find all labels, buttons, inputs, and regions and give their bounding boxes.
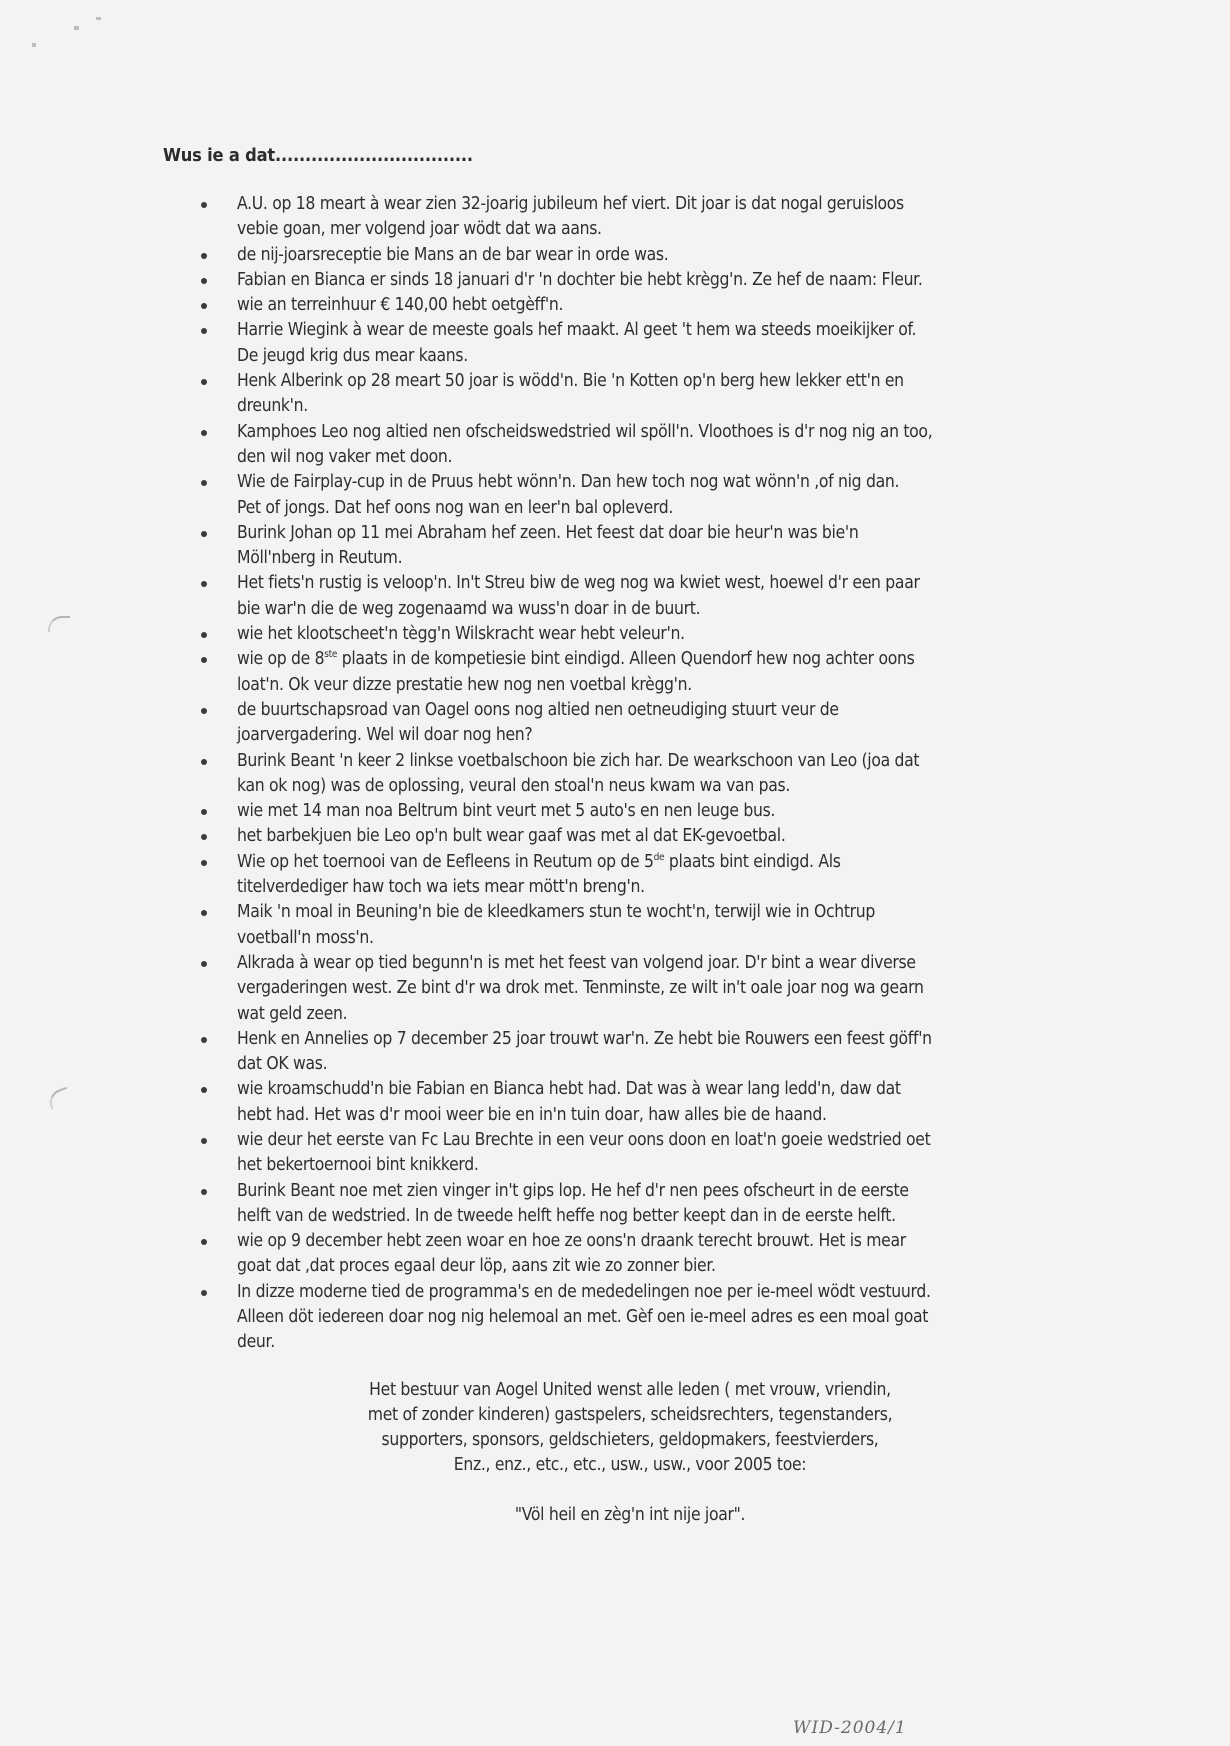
bullet-icon xyxy=(201,910,207,916)
list-item xyxy=(163,243,1103,268)
list-item-text: Alkrada à wear op tied begunn'n is met het feest van volgend joar. D'r bint a wear diverse vergaderingen west. Ze bint d'r wa drok met. Tenminste, ze wilt in't oale joar nog wa gearn wat geld zeen. xyxy=(237,952,924,1024)
bullet-icon xyxy=(201,278,207,284)
list-item-text: Henk en Annelies op 7 december 25 joar trouwt war'n. Ze hebt bie Rouwers een feest göff'n dat OK was. xyxy=(237,1028,932,1075)
list-item-text: het barbekjuen bie Leo op'n bult wear gaaf was met al dat EK-gevoetbal. xyxy=(237,826,786,847)
list-item xyxy=(163,1229,1103,1280)
bullet-icon xyxy=(201,379,207,385)
closing-line: Enz., enz., etc., etc., usw., usw., voor 2005 toe: xyxy=(453,1455,807,1475)
list-item xyxy=(163,521,1103,572)
list-item xyxy=(163,470,1103,521)
bullet-icon xyxy=(201,708,207,714)
list-item xyxy=(163,293,1103,318)
list-item-text: wie met 14 man noa Beltrum bint veurt met 5 auto's en nen leuge bus. xyxy=(237,801,776,822)
bullet-icon xyxy=(201,202,207,208)
list-item xyxy=(163,1280,1103,1356)
list-item-text: wie het klootscheet'n tègg'n Wilskracht wear hebt veleur'n. xyxy=(237,624,685,645)
bullet-icon xyxy=(201,531,207,537)
list-item-text: Kamphoes Leo nog altied nen ofscheidswedstried wil spöll'n. Vloothoes is d'r nog nig an too, den wil nog vaker met doon. xyxy=(237,421,933,467)
bullet-icon xyxy=(201,834,207,840)
list-item xyxy=(163,799,1103,824)
bullet-icon xyxy=(201,961,207,967)
list-item xyxy=(163,420,1103,471)
handwritten-archive-note: WID-2004/1 xyxy=(793,1718,907,1738)
scan-artifact xyxy=(32,43,36,47)
list-item xyxy=(163,824,1103,849)
list-item-text: Henk Alberink op 28 meart 50 joar is wödd'n. Bie 'n Kotten op'n berg hew lekker ett'n en dreunk'n. xyxy=(237,371,904,417)
document-heading: Wus ie a dat................................. xyxy=(163,146,473,166)
list-item-text: wie op de 8ste plaats in de kompetiesie bint eindigd. Alleen Quendorf hew nog achter oons loat'n. Ok veur dizze prestatie hew nog nen voetbal krègg'n. xyxy=(237,649,915,695)
list-item-text: A.U. op 18 meart à wear zien 32-joarig jubileum hef viert. Dit joar is dat nogal geruisloos vebie goan, mer volgend joar wödt dat wa aans. xyxy=(237,194,904,240)
bullet-icon xyxy=(201,480,207,486)
list-item-text: wie op 9 december hebt zeen woar en hoe ze oons'n draank terecht brouwt. Het is mear goat dat ,dat proces egaal deur löp, aans zit wie zo zonner bier. xyxy=(237,1231,906,1277)
closing-line: met of zonder kinderen) gastspelers, scheidsrechters, tegenstanders, xyxy=(367,1405,893,1425)
list-item-text: wie an terreinhuur € 140,00 hebt oetgèff'n. xyxy=(237,295,564,316)
closing-line: Het bestuur van Aogel United wenst alle leden ( met vrouw, vriendin, xyxy=(369,1380,891,1400)
list-item-text: wie kroamschudd'n bie Fabian en Bianca hebt had. Dat was à wear lang ledd'n, daw dat hebt had. Het was d'r mooi weer bie en in'n tuin doar, haw alles bie de haand. xyxy=(237,1079,901,1125)
bullet-icon xyxy=(201,759,207,765)
bullet-icon xyxy=(201,1189,207,1195)
list-item-text: wie deur het eerste van Fc Lau Brechte in een veur oons doon en loat'n goeie wedstried oet het bekertoernooi bint knikkerd. xyxy=(237,1129,931,1176)
list-item xyxy=(163,1077,1103,1128)
bullet-icon xyxy=(201,328,207,334)
closing-line: supporters, sponsors, geldschieters, geldopmakers, feestvierders, xyxy=(381,1430,879,1450)
punch-hole-mark xyxy=(46,1087,72,1110)
bullet-icon xyxy=(201,581,207,587)
list-item-text: Maik 'n moal in Beuning'n bie de kleedkamers stun te wocht'n, terwijl wie in Ochtrup voetball'n moss'n. xyxy=(237,902,876,948)
bullet-icon xyxy=(201,860,207,866)
list-item-text: de nij-joarsreceptie bie Mans an de bar wear in orde was. xyxy=(237,244,669,265)
list-item xyxy=(163,647,1103,698)
list-item xyxy=(163,192,1103,243)
closing-paragraph xyxy=(230,1378,1030,1478)
bullet-icon xyxy=(201,303,207,309)
bullet-icon xyxy=(201,1290,207,1296)
list-item xyxy=(163,900,1103,951)
list-item-text: Burink Beant 'n keer 2 linkse voetbalschoon bie zich har. De wearkschoon van Leo (joa dat kan ok nog) was de oplossing, veural den stoal'n neus kwam wa van pas. xyxy=(237,750,920,796)
bullet-icon xyxy=(201,1087,207,1093)
list-item xyxy=(163,951,1103,1027)
list-item-text: Wie op het toernooi van de Eefleens in Reutum op de 5de plaats bint eindigd. Als titelverdediger haw toch wa iets mear mött'n breng'n. xyxy=(237,851,841,898)
list-item-text: Burink Beant noe met zien vinger in't gips lop. He hef d'r nen pees ofscheurt in de eerste helft van de wedstried. In de tweede helft heffe nog better keept dan in de eerste helft. xyxy=(237,1180,909,1226)
list-item xyxy=(163,749,1103,800)
scan-artifact xyxy=(74,26,79,30)
bullet-icon xyxy=(201,657,207,663)
list-item xyxy=(163,622,1103,647)
list-item xyxy=(163,571,1103,622)
bullet-icon xyxy=(201,1239,207,1245)
list-item-text: Het fiets'n rustig is veloop'n. In't Streu biw de weg nog wa kwiet west, hoewel d'r een paar bie war'n die de weg zogenaamd wa wuss'n doar in de buurt. xyxy=(237,573,920,619)
bullet-icon xyxy=(201,1138,207,1144)
list-item xyxy=(163,698,1103,749)
list-item-text: Burink Johan op 11 mei Abraham hef zeen. Het feest dat doar bie heur'n was bie'n Möll'nberg in Reutum. xyxy=(237,522,859,569)
list-item xyxy=(163,268,1103,293)
bullet-icon xyxy=(201,1037,207,1043)
scan-artifact xyxy=(96,17,101,20)
list-item-text: de buurtschapsroad van Oagel oons nog altied nen oetneudiging stuurt veur de joarvergadering. Wel wil doar nog hen? xyxy=(237,699,839,746)
list-item-text: In dizze moderne tied de programma's en de mededelingen noe per ie-meel wödt vestuurd. Alleen döt iedereen doar nog nig helemoal an met. Gèf oen ie-meel adres es een moal goat deur. xyxy=(237,1281,931,1353)
bullet-icon xyxy=(201,809,207,815)
bullet-icon xyxy=(201,253,207,259)
list-item-text: Fabian en Bianca er sinds 18 januari d'r 'n dochter bie hebt krègg'n. Ze hef de naam: Fleur. xyxy=(237,269,923,290)
list-item-text: Wie de Fairplay-cup in de Pruus hebt wönn'n. Dan hew toch nog wat wönn'n ,of nig dan. Pet of jongs. Dat hef oons nog wan en leer'n bal opleverd. xyxy=(237,472,900,518)
list-item xyxy=(163,850,1103,901)
bullet-icon xyxy=(201,632,207,638)
bullet-list xyxy=(163,192,1103,1356)
list-item xyxy=(163,318,1103,369)
list-item xyxy=(163,1128,1103,1179)
list-item-text: Harrie Wiegink à wear de meeste goals hef maakt. Al geet 't hem wa steeds moeikijker of. De jeugd krig dus mear kaans. xyxy=(237,320,917,366)
list-item xyxy=(163,1027,1103,1078)
new-year-greeting: "Völ heil en zèg'n int nije joar". xyxy=(514,1505,746,1525)
list-item xyxy=(163,1179,1103,1230)
list-item xyxy=(163,369,1103,420)
punch-hole-mark xyxy=(48,616,70,632)
bullet-icon xyxy=(201,430,207,436)
